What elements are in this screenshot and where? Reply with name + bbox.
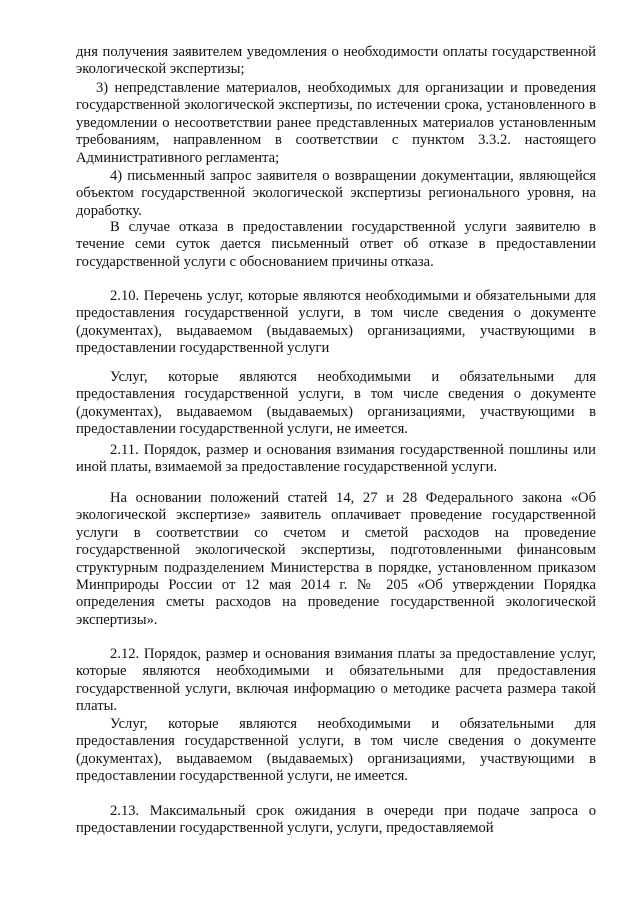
paragraph-section-2-11-body: На основании положений статей 14, 27 и 28 Федерального закона «Об экологической экспертизе» заявитель оплачивает проведение государственной услуги в соответствии со счетом и сметой расходов на проведение государственной экологической экспертизы, подготовленными финансовым структурным подразделением Министерства в порядке, установленном приказом Минприроды России от 12 мая 2014 г. № 205 «Об утверждении Порядка определения сметы расходов на проведение государственной экологической экспертизы». [76,490,596,628]
paragraph-section-2-12-body: Услуг, которые являются необходимыми и обязательными для предоставления государственной услуги, в том числе сведения о документе (документах), выдаваемом (выдаваемых) организациями, участвующими в предоставлении государственной услуги, не имеется. [76,716,596,785]
paragraph-refusal-reason-4: 4) письменный запрос заявителя о возвращении документации, являющейся объектом государственной экологической экспертизы регионального уровня, на доработку. [76,168,596,219]
paragraph-section-2-10-body: Услуг, которые являются необходимыми и обязательными для предоставления государственной услуги, в том числе сведения о документе (документах), выдаваемом (выдаваемых) организациями, участвующими в предоставлении государственной услуги, не имеется. [76,369,596,438]
heading-section-2-13: 2.13. Максимальный срок ожидания в очереди при подаче запроса о предоставлении государственной услуги, услуги, предоставляемой [76,803,596,837]
paragraph-payment-notice-tail: дня получения заявителем уведомления о необходимости оплаты государственной экологической экспертизы; [76,44,596,78]
heading-section-2-12: 2.12. Порядок, размер и основания взимания платы за предоставление услуг, которые являются необходимыми и обязательными для предоставления государственной услуги, включая информацию о методике расчета размера такой платы. [76,646,596,715]
paragraph-refusal-answer: В случае отказа в предоставлении государственной услуги заявителю в течение семи суток дается письменный ответ об отказе в предоставлении государственной услуги с обоснованием причины отказа. [76,219,596,270]
heading-section-2-11: 2.11. Порядок, размер и основания взимания государственной пошлины или иной платы, взимаемой за предоставление государственной услуги. [76,442,596,476]
paragraph-refusal-reason-3: 3) непредставление материалов, необходимых для организации и проведения государственной экологической экспертизы, по истечении срока, установленного в уведомлении о несоответствии ранее представленных материалов установленным требованиям, направленном в соответствии с пунктом 3.3.2. настоящего Административного регламента; [76,80,596,166]
heading-section-2-10: 2.10. Перечень услуг, которые являются необходимыми и обязательными для предоставления государственной услуги, в том числе сведения о документе (документах), выдаваемом (выдаваемых) организациями, участвующими в предоставлении государственной услуги [76,288,596,357]
